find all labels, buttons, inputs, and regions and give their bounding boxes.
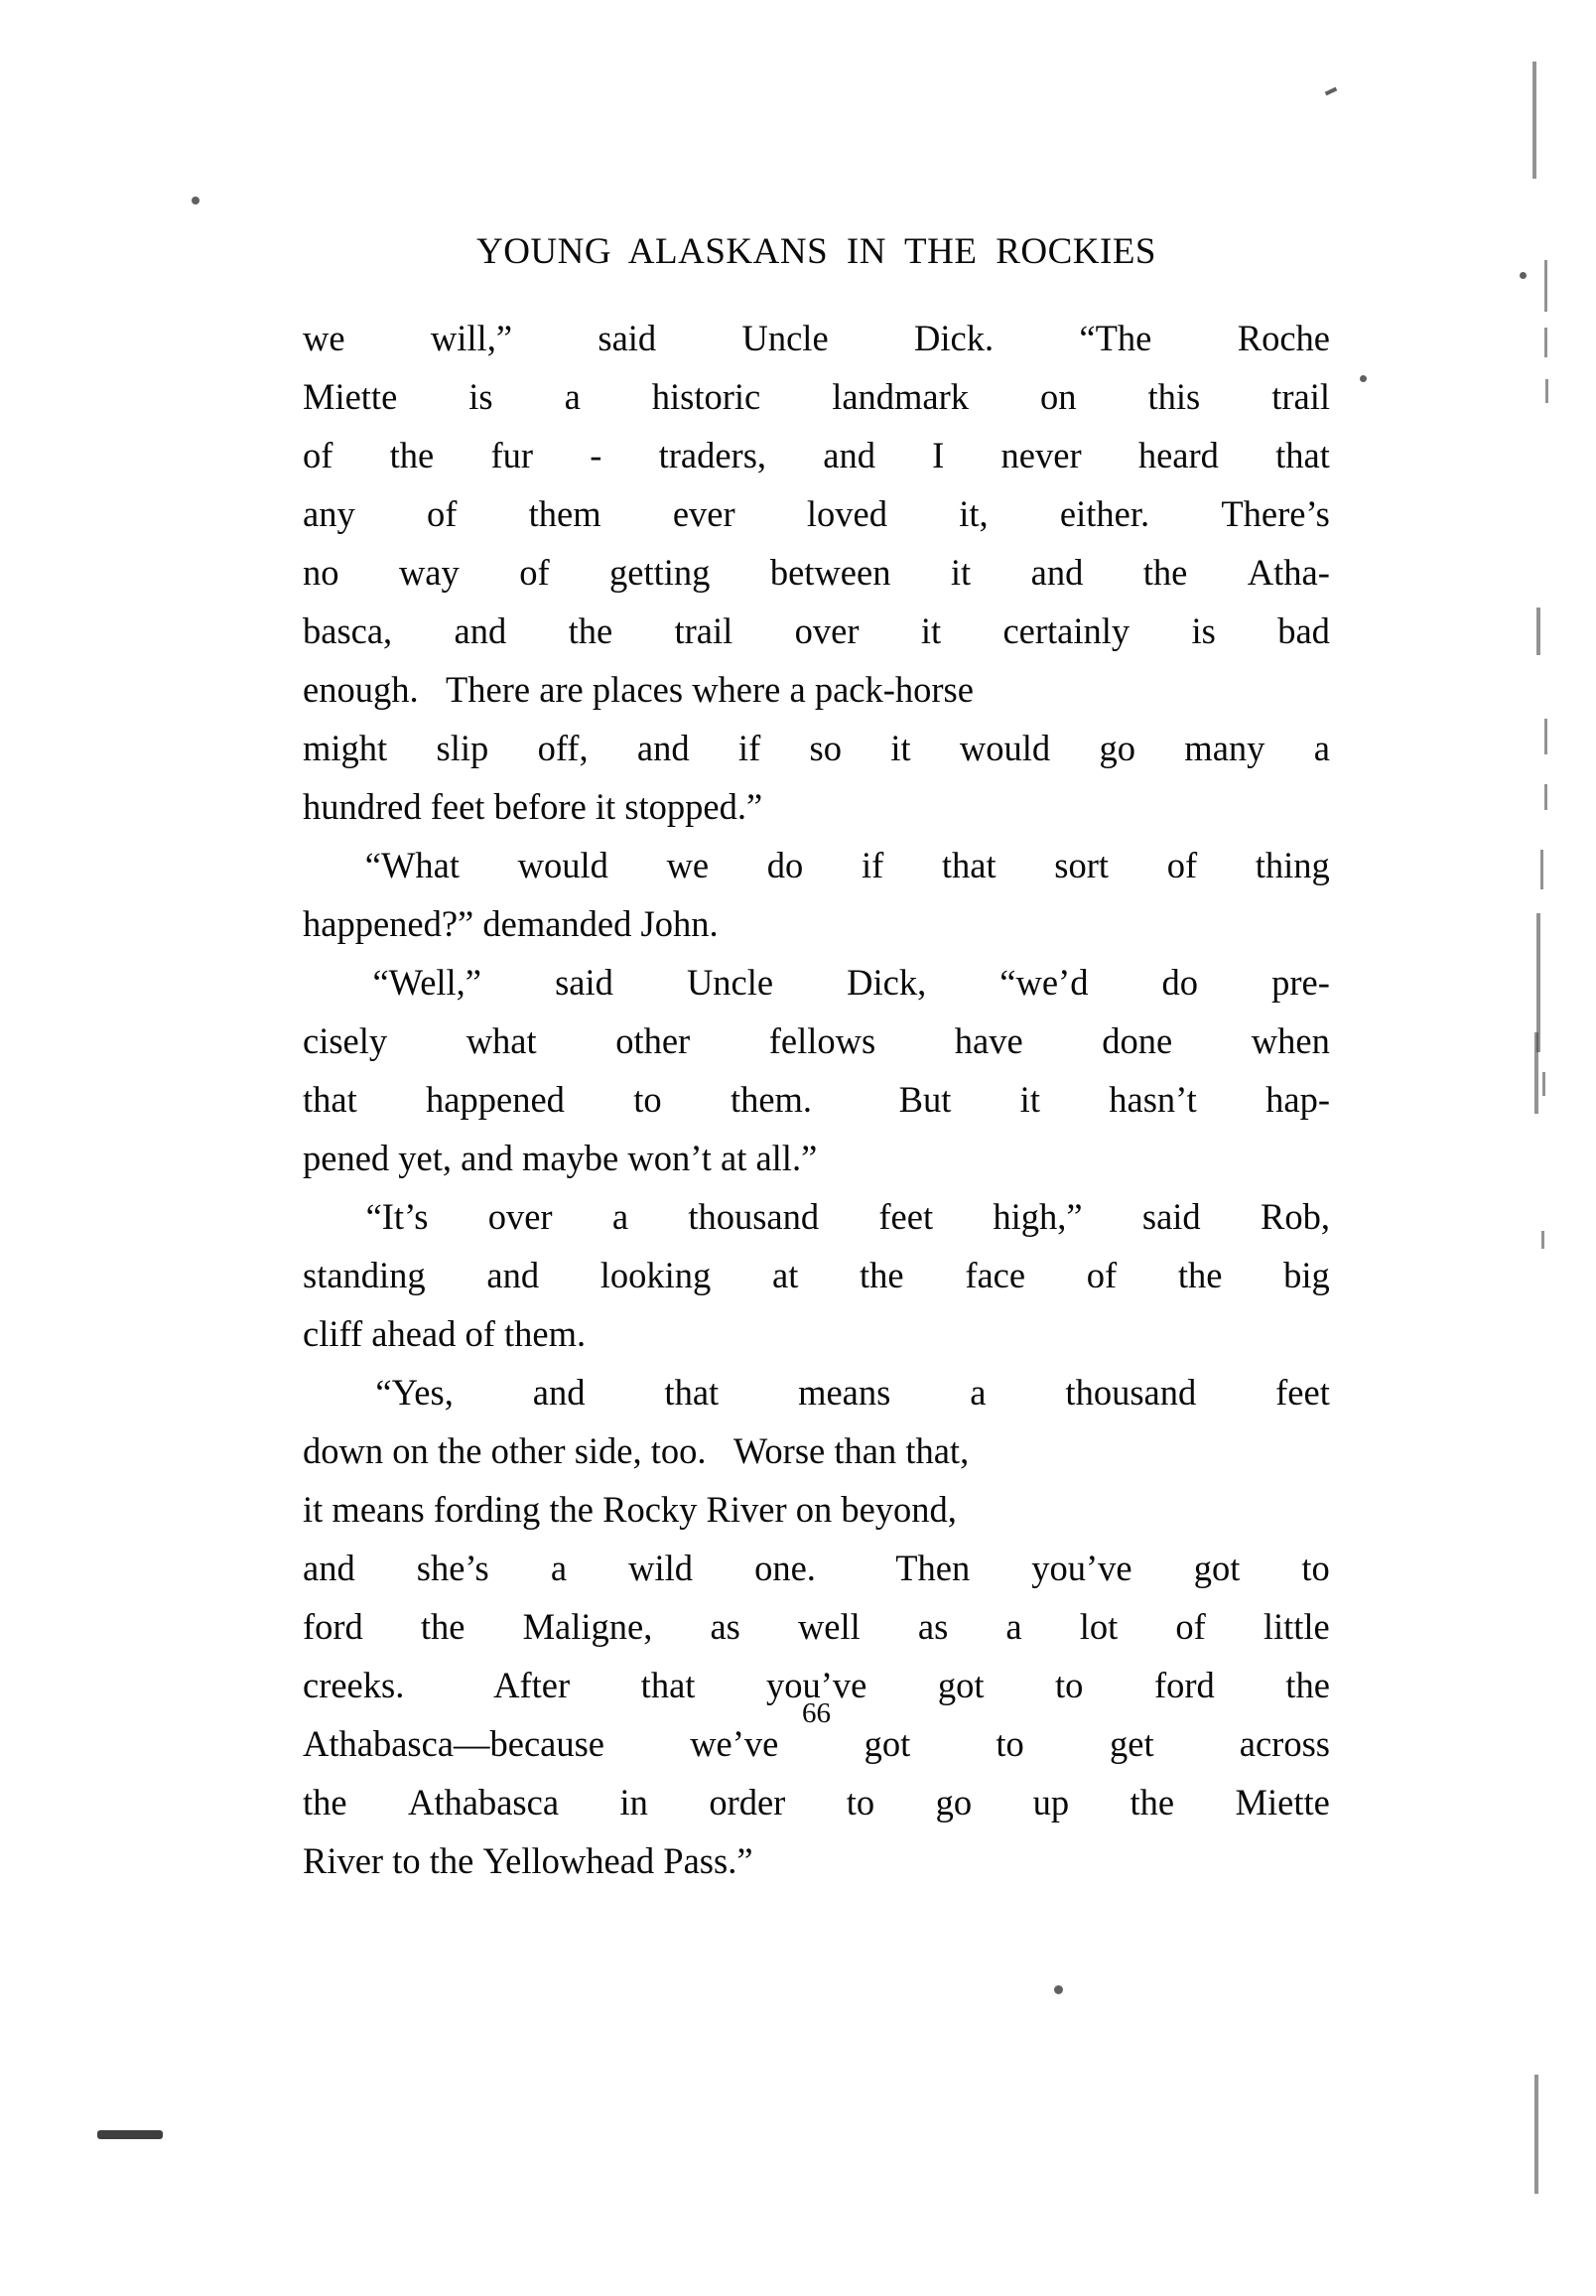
scan-artifact-margin-rule: [1534, 1032, 1538, 1114]
text-line: pened yet, and maybe won’t at all.”: [303, 1138, 818, 1178]
paragraph: [303, 309, 1330, 836]
text-line: any of them ever loved it, either. There’s: [303, 493, 1330, 534]
text-line: standing and looking at the face of the big: [303, 1255, 1330, 1295]
scan-artifact-margin-rule: [1541, 1231, 1544, 1249]
text-line: hundred feet before it stopped.”: [303, 786, 763, 827]
text-line: no way of getting between it and the Atha-: [303, 552, 1330, 593]
paragraph: [303, 1363, 1330, 1890]
scan-artifact-smudge: [97, 2130, 163, 2139]
text-line: basca, and the trail over it certainly is bad: [303, 610, 1330, 651]
paragraph: [303, 836, 1330, 953]
scan-artifact-margin-rule: [1544, 784, 1547, 810]
scan-artifact-margin-rule: [1542, 1072, 1545, 1096]
text-line: down on the other side, too. Worse than that,: [303, 1430, 970, 1471]
text-line: “It’s over a thousand feet high,” said Rob,: [365, 1196, 1330, 1237]
text-line: happened?” demanded John.: [303, 903, 719, 944]
text-line: “Yes, and that means a thousand feet: [375, 1372, 1330, 1413]
scan-artifact-margin-rule: [1540, 850, 1543, 889]
page-number: 66: [802, 1697, 831, 1729]
text-line: Athabasca—because we’ve got to get across: [303, 1723, 1330, 1764]
text-line: Miette is a historic landmark on this trail: [303, 376, 1330, 417]
text-line: “Well,” said Uncle Dick, “we’d do pre-: [372, 962, 1330, 1003]
scan-artifact-margin-rule: [1536, 608, 1540, 655]
page-text-column: [303, 230, 1330, 1890]
running-head: [303, 230, 1330, 273]
text-line: ford the Maligne, as well as a lot of little: [303, 1606, 1330, 1647]
scan-artifact-speck: [192, 197, 200, 204]
scan-artifact-margin-rule: [1534, 2075, 1538, 2194]
scan-artifact-speck: [1325, 87, 1338, 96]
scan-artifact-margin-rule: [1544, 328, 1547, 357]
text-line: we will,” said Uncle Dick. “The Roche: [303, 318, 1330, 358]
text-line: “What would we do if that sort of thing: [364, 845, 1330, 885]
text-line: the Athabasca in order to go up the Miette: [303, 1782, 1330, 1823]
scan-artifact-speck: [1520, 272, 1527, 279]
text-line: might slip off, and if so it would go many a: [303, 728, 1330, 768]
text-line: creeks. After that you’ve got to ford the: [303, 1665, 1330, 1705]
paragraph: [303, 953, 1330, 1187]
scan-artifact-speck: [1054, 1985, 1063, 1994]
scan-artifact-margin-rule: [1536, 913, 1540, 1052]
scan-artifact-margin-rule: [1544, 260, 1547, 312]
running-head-text: YOUNG ALASKANS IN THE ROCKIES: [475, 231, 1156, 272]
text-line: of the fur - traders, and I never heard that: [303, 435, 1330, 475]
text-line: it means fording the Rocky River on beyond,: [303, 1489, 957, 1530]
text-line: that happened to them. But it hasn’t hap-: [303, 1079, 1330, 1120]
text-line: and she’s a wild one. Then you’ve got to: [303, 1548, 1330, 1588]
paragraph: [303, 1187, 1330, 1363]
text-line: cliff ahead of them.: [303, 1313, 587, 1354]
scan-artifact-speck: [1360, 375, 1367, 382]
text-line: River to the Yellowhead Pass.”: [303, 1840, 753, 1881]
text-line: enough. There are places where a pack-horse: [303, 669, 974, 710]
scan-artifact-margin-rule: [1532, 62, 1536, 179]
text-line: cisely what other fellows have done when: [303, 1020, 1330, 1061]
scan-artifact-margin-rule: [1545, 379, 1548, 403]
scan-artifact-margin-rule: [1544, 719, 1547, 754]
